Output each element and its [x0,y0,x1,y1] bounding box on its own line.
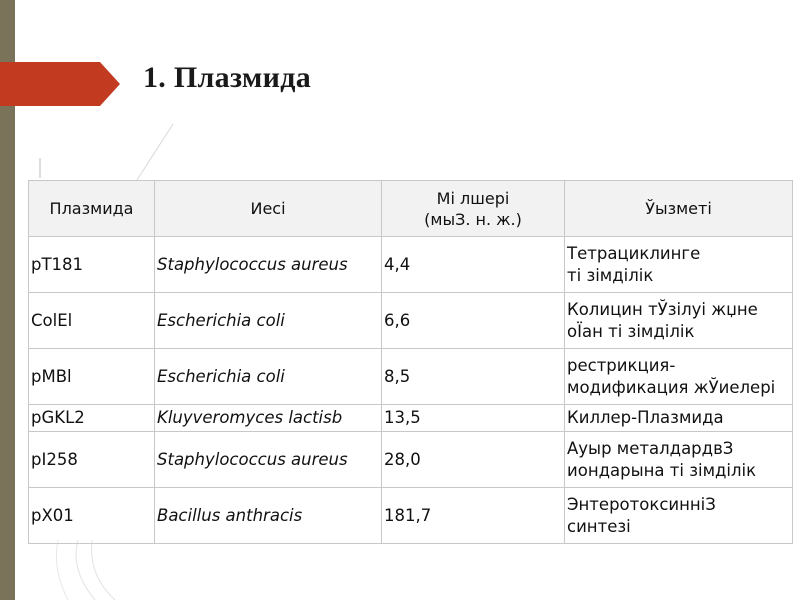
plasmid-function: Тетрациклинге ті зімділік [565,237,793,293]
plasmid-function: Ауыр металдардвЗ иондарына ті зімділік [565,432,793,488]
deco-curve-3 [56,540,68,600]
header-host: Иесі [155,181,382,237]
plasmid-function: рестрикция- модификация жЎиелері [565,349,793,405]
host-organism: Bacillus anthracis [155,488,382,544]
table-row [29,432,793,488]
plasmid-size: 13,5 [382,405,565,432]
plasmid-size: 4,4 [382,237,565,293]
header-function: Ўызметі [565,181,793,237]
slide-title: 1. Плазмида [143,61,311,94]
plasmid-name: pGKL2 [29,405,155,432]
host-organism: Escherichia coli [155,349,382,405]
plasmid-size: 181,7 [382,488,565,544]
table-header-row [29,181,793,237]
deco-line-top [137,124,173,180]
plasmid-function: ЭнтеротоксинніЗ синтезі [565,488,793,544]
title-arrow-shape [0,62,120,106]
plasmid-size: 28,0 [382,432,565,488]
deco-curve-1 [76,540,95,600]
table-row [29,237,793,293]
header-size: Мі лшері (мыЗ. н. ж.) [382,181,565,237]
plasmid-name: ColEl [29,293,155,349]
table-row [29,488,793,544]
plasmid-function: Киллер-Плазмида [565,405,793,432]
plasmid-table [28,180,793,544]
deco-curve-2 [91,540,115,600]
plasmid-function: Колицин тЎзілуі жџне оЇан ті зімділік [565,293,793,349]
plasmid-name: pI258 [29,432,155,488]
table-row [29,405,793,432]
host-organism: Staphylococcus aureus [155,237,382,293]
plasmid-name: pMBl [29,349,155,405]
host-organism: Staphylococcus aureus [155,432,382,488]
plasmid-size: 6,6 [382,293,565,349]
host-organism: Escherichia coli [155,293,382,349]
plasmid-size: 8,5 [382,349,565,405]
table-row [29,293,793,349]
host-organism: Kluyveromyces lactisb [155,405,382,432]
plasmid-name: pX01 [29,488,155,544]
plasmid-name: pT181 [29,237,155,293]
header-plasmid: Плазмида [29,181,155,237]
table-row [29,349,793,405]
